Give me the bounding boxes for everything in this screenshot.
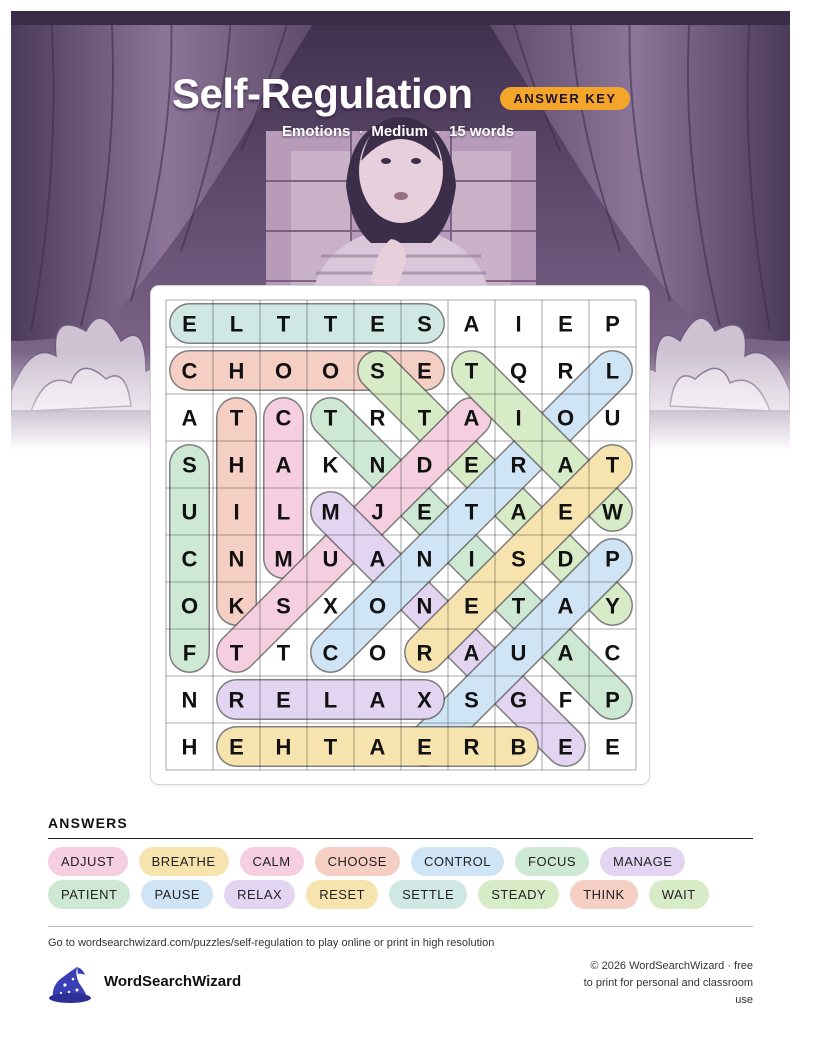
- grid-letter: L: [605, 358, 620, 384]
- grid-letter: N: [228, 546, 245, 572]
- grid-letter: C: [181, 358, 198, 384]
- grid-letter: U: [510, 640, 527, 666]
- answer-pill-manage: MANAGE: [600, 847, 685, 876]
- grid-letter: E: [370, 311, 385, 337]
- grid-letter: E: [558, 499, 573, 525]
- puzzle-meta: Emotions · Medium · 15 words: [282, 123, 515, 140]
- grid-letter: E: [276, 687, 291, 713]
- grid-letter: X: [417, 687, 432, 713]
- grid-letter: R: [463, 734, 480, 760]
- copyright-text: © 2026 WordSearchWizard · free to print for personal and classroom use: [583, 960, 753, 1006]
- answer-key-badge: ANSWER KEY: [500, 87, 630, 110]
- answer-pill-think: THINK: [570, 880, 638, 909]
- grid-letter: D: [416, 452, 433, 478]
- grid-letter: W: [602, 499, 623, 525]
- grid-letter: T: [229, 640, 244, 666]
- puzzle-card: [150, 285, 650, 785]
- grid-letter: A: [275, 452, 292, 478]
- grid-letter: E: [558, 734, 573, 760]
- grid-letter: Q: [509, 358, 528, 384]
- answer-pill-breathe: BREATHE: [139, 847, 229, 876]
- grid-letter: L: [276, 499, 291, 525]
- grid-letter: P: [605, 311, 620, 337]
- grid-letter: H: [228, 358, 245, 384]
- grid-letter: E: [417, 358, 432, 384]
- grid-letter: Y: [605, 593, 620, 619]
- grid-letter: F: [558, 687, 573, 713]
- grid-letter: R: [228, 687, 245, 713]
- grid-letter: A: [369, 734, 386, 760]
- grid-letter: S: [417, 311, 432, 337]
- grid-letter: T: [276, 311, 291, 337]
- brand-name: WordSearchWizard: [104, 973, 242, 990]
- grid-letter: T: [323, 311, 338, 337]
- grid-letter: E: [605, 734, 620, 760]
- grid-letter: H: [181, 734, 198, 760]
- answer-pill-patient: PATIENT: [48, 880, 130, 909]
- meta-category: Emotions: [282, 123, 351, 140]
- grid-letter: O: [368, 640, 387, 666]
- grid-letter: J: [371, 499, 384, 525]
- word-grid: [151, 286, 651, 786]
- grid-letter: G: [509, 687, 528, 713]
- answer-pill-pause: PAUSE: [141, 880, 213, 909]
- grid-letter: C: [322, 640, 339, 666]
- meta-word-count: 15 words: [449, 123, 515, 140]
- grid-letter: B: [510, 734, 527, 760]
- grid-letter: E: [229, 734, 244, 760]
- grid-letter: M: [274, 546, 293, 572]
- grid-letter: H: [275, 734, 292, 760]
- grid-letter: L: [323, 687, 338, 713]
- puzzle-title: Self-Regulation: [172, 70, 473, 117]
- grid-letter: A: [369, 546, 386, 572]
- grid-letter: M: [321, 499, 340, 525]
- answer-pill-control: CONTROL: [411, 847, 504, 876]
- grid-letter: T: [464, 499, 479, 525]
- grid-letter: I: [515, 405, 522, 431]
- divider: [48, 838, 753, 839]
- grid-letter: U: [604, 405, 621, 431]
- grid-letter: R: [557, 358, 574, 384]
- grid-letter: A: [463, 311, 480, 337]
- answers-heading: ANSWERS: [48, 815, 128, 831]
- footer-url-text: Go to wordsearchwizard.com/puzzles/self-regulation to play online or print in high resolution: [48, 937, 495, 949]
- answer-pill-relax: RELAX: [224, 880, 295, 909]
- answer-pill-settle: SETTLE: [389, 880, 467, 909]
- answer-pill-choose: CHOOSE: [315, 847, 400, 876]
- grid-letter: A: [369, 687, 386, 713]
- grid-letter: S: [182, 452, 197, 478]
- grid-letter: A: [557, 640, 574, 666]
- grid-letter: R: [510, 452, 527, 478]
- grid-letter: I: [515, 311, 522, 337]
- grid-letter: C: [604, 640, 621, 666]
- grid-letter: E: [464, 452, 479, 478]
- grid-letter: A: [510, 499, 527, 525]
- grid-letter: N: [181, 687, 198, 713]
- grid-letter: R: [369, 405, 386, 431]
- grid-letter: A: [463, 405, 480, 431]
- grid-letter: T: [323, 405, 338, 431]
- grid-letter: A: [181, 405, 198, 431]
- grid-letter: A: [557, 593, 574, 619]
- grid-letter: S: [464, 687, 479, 713]
- grid-letter: I: [468, 546, 475, 572]
- grid-letter: X: [323, 593, 338, 619]
- grid-letter: T: [229, 405, 244, 431]
- grid-letter: L: [229, 311, 244, 337]
- answer-pill-steady: STEADY: [478, 880, 559, 909]
- grid-letter: R: [416, 640, 433, 666]
- grid-letter: A: [557, 452, 574, 478]
- answer-row: [48, 880, 768, 909]
- grid-letter: N: [416, 546, 433, 572]
- grid-letter: O: [321, 358, 340, 384]
- grid-letter: C: [275, 405, 292, 431]
- wizard-hat-icon: [47, 965, 93, 1005]
- grid-letter: T: [417, 405, 432, 431]
- grid-letter: S: [511, 546, 526, 572]
- grid-letter: C: [181, 546, 198, 572]
- grid-letter: U: [322, 546, 339, 572]
- grid-letter: S: [370, 358, 385, 384]
- grid-letter: I: [233, 499, 240, 525]
- answer-pill-focus: FOCUS: [515, 847, 589, 876]
- grid-letter: A: [463, 640, 480, 666]
- grid-letter: O: [368, 593, 387, 619]
- answer-row: [48, 847, 768, 876]
- grid-letter: O: [180, 593, 199, 619]
- answer-pill-reset: RESET: [306, 880, 378, 909]
- divider: [48, 926, 753, 927]
- grid-letter: T: [464, 358, 479, 384]
- grid-letter: T: [323, 734, 338, 760]
- grid-letter: O: [556, 405, 575, 431]
- grid-letter: D: [557, 546, 574, 572]
- grid-letter: P: [605, 546, 620, 572]
- grid-letter: O: [274, 358, 293, 384]
- answer-pill-calm: CALM: [240, 847, 304, 876]
- grid-letter: F: [182, 640, 197, 666]
- grid-letter: T: [276, 640, 291, 666]
- grid-letter: T: [605, 452, 620, 478]
- grid-letter: K: [228, 593, 245, 619]
- grid-letter: T: [511, 593, 526, 619]
- grid-letter: U: [181, 499, 198, 525]
- grid-letter: E: [182, 311, 197, 337]
- grid-letter: K: [322, 452, 339, 478]
- grid-letter: N: [369, 452, 386, 478]
- grid-letter: H: [228, 452, 245, 478]
- grid-letter: N: [416, 593, 433, 619]
- grid-letter: S: [276, 593, 291, 619]
- grid-letter: P: [605, 687, 620, 713]
- answer-pill-wait: WAIT: [649, 880, 709, 909]
- grid-letter: E: [558, 311, 573, 337]
- grid-letter: E: [417, 734, 432, 760]
- grid-letter: E: [417, 499, 432, 525]
- answer-list: [48, 847, 768, 913]
- grid-letter: E: [464, 593, 479, 619]
- answer-pill-adjust: ADJUST: [48, 847, 128, 876]
- meta-difficulty: Medium: [371, 123, 429, 140]
